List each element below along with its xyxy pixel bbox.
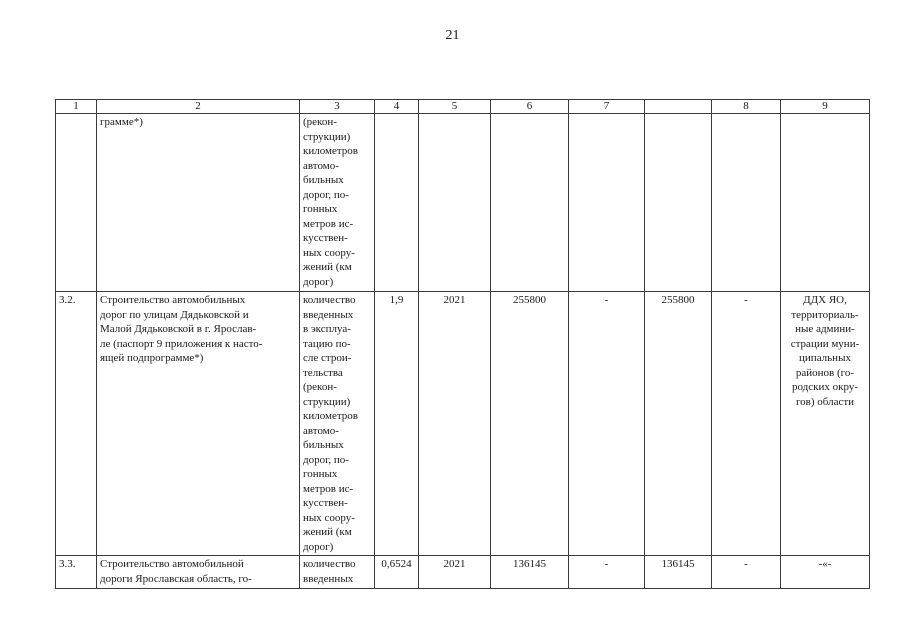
header-cell: 3	[300, 100, 375, 114]
event-name-cell: грамме*)	[97, 114, 300, 292]
indicator-cell: количество введенных	[300, 556, 375, 589]
header-cell: 6	[491, 100, 569, 114]
source-cell: 255800	[645, 292, 712, 556]
indicator-cell: (рекон- струкции) километров автомо- бильных дорог, по- гонных метров ис- кусствен- ных соору- жений (км дорог)	[300, 114, 375, 292]
header-cell: 2	[97, 100, 300, 114]
source-cell: -	[569, 556, 645, 589]
value-cell: 1,9	[375, 292, 419, 556]
page-number: 21	[445, 28, 460, 43]
header-cell: 5	[419, 100, 491, 114]
source-cell: -	[569, 292, 645, 556]
total-cell	[491, 114, 569, 292]
header-cell: 9	[781, 100, 870, 114]
event-name-cell: Строительство автомобильной дороги Ярославская область, го-	[97, 556, 300, 589]
year-cell	[419, 114, 491, 292]
source-cell	[712, 114, 781, 292]
source-cell	[569, 114, 645, 292]
value-cell	[375, 114, 419, 292]
total-cell: 255800	[491, 292, 569, 556]
source-cell: -	[712, 292, 781, 556]
source-cell	[645, 114, 712, 292]
header-cell	[645, 100, 712, 114]
year-cell: 2021	[419, 556, 491, 589]
table-header-row	[56, 100, 870, 114]
row-number-cell: 3.2.	[56, 292, 97, 556]
executor-cell	[781, 114, 870, 292]
header-cell: 8	[712, 100, 781, 114]
total-cell: 136145	[491, 556, 569, 589]
event-name-cell: Строительство автомобильных дорог по улицам Дядьковской и Малой Дядьковской в г. Ярослав- ле (паспорт 9 приложения к насто- ящей подпрограмме*)	[97, 292, 300, 556]
header-cell: 4	[375, 100, 419, 114]
row-number-cell: 3.3.	[56, 556, 97, 589]
executor-cell: ДДХ ЯО, территориаль- ные админи- страции муни- ципальных районов (го- родских окру- гов) области	[781, 292, 870, 556]
row-number-cell	[56, 114, 97, 292]
table-row	[56, 114, 870, 292]
header-cell: 1	[56, 100, 97, 114]
indicator-cell: количество введенных в эксплуа- тацию по- сле строи- тельства (рекон- струкции) километров автомо- бильных дорог, по- гонных метров ис- кусствен- ных соору- жений (км дорог)	[300, 292, 375, 556]
source-cell: 136145	[645, 556, 712, 589]
source-cell: -	[712, 556, 781, 589]
table-row	[56, 292, 870, 556]
value-cell: 0,6524	[375, 556, 419, 589]
table-row	[56, 556, 870, 589]
year-cell: 2021	[419, 292, 491, 556]
header-cell: 7	[569, 100, 645, 114]
executor-cell: -«-	[781, 556, 870, 589]
data-table	[55, 99, 870, 589]
